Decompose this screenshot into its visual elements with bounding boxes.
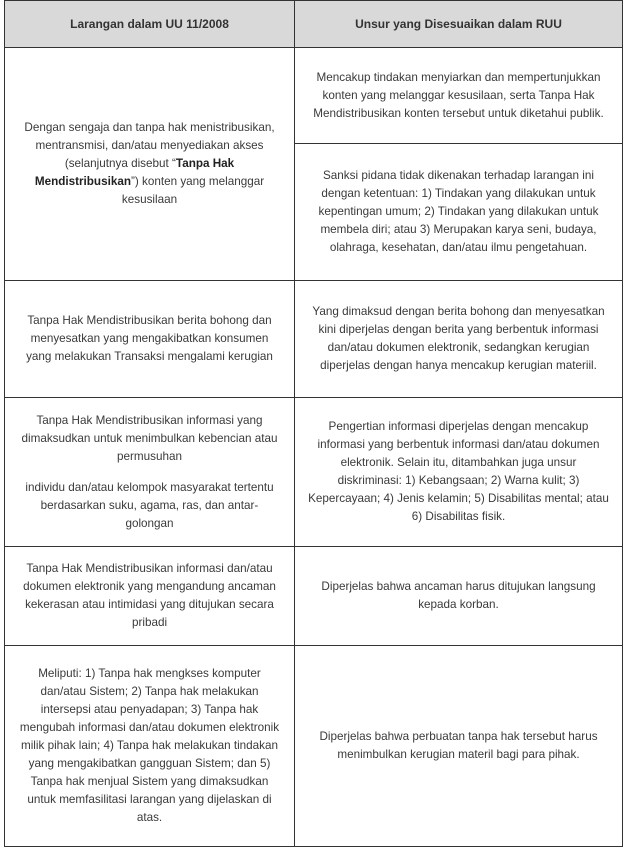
comparison-table xyxy=(4,0,623,847)
table-row xyxy=(5,48,623,144)
table-cell-unsur: Diperjelas bahwa ancaman harus ditujukan langsung kepada korban. xyxy=(295,547,623,646)
table-cell-unsur: Sanksi pidana tidak dikenakan terhadap larangan ini dengan ketentuan: 1) Tindakan yang dilakukan untuk kepentingan umum; 2) Tindakan yang dilakukan untuk membela diri; atau 3) Merupakan karya seni, budaya, olahraga, kesehatan, dan/atau ilmu pengetahuan. xyxy=(295,144,623,281)
header-larangan: Larangan dalam UU 11/2008 xyxy=(5,1,295,48)
table-row xyxy=(5,398,623,547)
cell-text: Dengan sengaja dan tanpa hak menistribusikan, mentransmisi, dan/atau menyediakan akses (selanjutnya disebut “ xyxy=(24,121,275,170)
cell-paragraph: Tanpa Hak Mendistribusikan informasi yang dimaksudkan untuk menimbulkan kebencian atau permusuhan xyxy=(21,413,278,463)
cell-paragraph: individu dan/atau kelompok masyarakat tertentu berdasarkan suku, agama, ras, dan antar-golongan xyxy=(25,480,274,530)
header-unsur: Unsur yang Disesuaikan dalam RUU xyxy=(295,1,623,48)
table-cell-unsur: Yang dimaksud dengan berita bohong dan menyesatkan kini diperjelas dengan berita yang berbentuk informasi dan/atau dokumen elektronik, sedangkan kerugian diperjelas dengan hanya mencakup kerugian materiil. xyxy=(295,281,623,398)
table-cell-unsur: Pengertian informasi diperjelas dengan mencakup informasi yang berbentuk informasi dan/atau dokumen elektronik. Selain itu, ditambahkan juga unsur diskriminasi: 1) Kebangsaan; 2) Warna kulit; 3) Kepercayaan; 4) Jenis kelamin; 5) Disabilitas mental; atau 6) Disabilitas fisik. xyxy=(295,398,623,547)
table-cell-larangan: Tanpa Hak Mendistribusikan informasi dan/atau dokumen elektronik yang mengandung ancaman kekerasan atau intimidasi yang ditujukan secara pribadi xyxy=(5,547,295,646)
table-cell-larangan xyxy=(5,48,295,281)
table-cell-unsur: Mencakup tindakan menyiarkan dan mempertunjukkan konten yang melanggar kesusilaan, serta Tanpa Hak Mendistribusikan konten tersebut untuk diketahui publik. xyxy=(295,48,623,144)
cell-text: ”) konten yang melanggar kesusilaan xyxy=(121,175,265,206)
table-row xyxy=(5,547,623,646)
table-cell-larangan: Tanpa Hak Mendistribusikan berita bohong dan menyesatkan yang mengakibatkan konsumen yang melakukan Transaksi mengalami kerugian xyxy=(5,281,295,398)
table-cell-unsur: Diperjelas bahwa perbuatan tanpa hak tersebut harus menimbulkan kerugian materil bagi para pihak. xyxy=(295,646,623,847)
table-cell-larangan: Meliputi: 1) Tanpa hak mengkses komputer dan/atau Sistem; 2) Tanpa hak melakukan intersepsi atau penyadapan; 3) Tanpa hak mengubah informasi dan/atau dokumen elektronik milik pihak lain; 4) Tanpa hak melakukan tindakan yang mengakibatkan gangguan Sistem; dan 5) Tanpa hak menjual Sistem yang dimaksudkan untuk memfasilitasi larangan yang dijelaskan di atas. xyxy=(5,646,295,847)
cell-text-bold: Tanpa Hak Mendistribusikan xyxy=(34,157,235,188)
table-header-row xyxy=(5,1,623,48)
table-row xyxy=(5,646,623,847)
table-row xyxy=(5,281,623,398)
table-cell-larangan xyxy=(5,398,295,547)
